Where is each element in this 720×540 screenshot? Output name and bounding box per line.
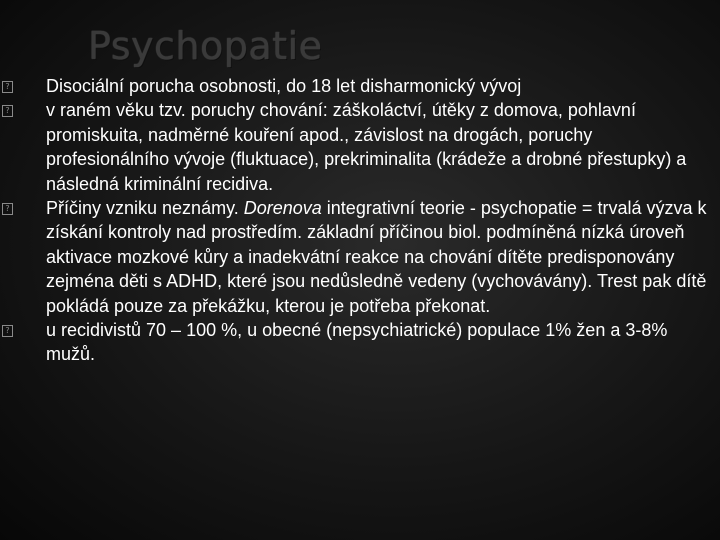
slide-title: Psychopatie (88, 24, 323, 68)
missing-glyph-box-icon: ? (2, 325, 13, 337)
bullet-item-3 (0, 196, 720, 318)
bullet-text-3-before: Příčiny vzniku neznámy. (46, 198, 244, 219)
author-name-italic: Dorenova (243, 198, 322, 219)
bullet-item-2 (0, 98, 720, 196)
bullet-text-4: u recidivistů 70 – 100 %, u obecné (nepsychiatrické) populace 1% žen a 3-8% mužů. (46, 320, 668, 365)
bullet-item-4 (0, 318, 720, 367)
missing-glyph-box-icon: ? (2, 81, 13, 93)
missing-glyph-box-icon: ? (2, 105, 13, 117)
bullet-text-1: Disociální porucha osobnosti, do 18 let disharmonický vývoj (46, 76, 522, 96)
bullet-text-2: v raném věku tzv. poruchy chování: záškoláctví, útěky z domova, pohlavní promiskuita, nadměrné kouření apod., závislost na drogách, poruchy profesionálního vývoje (fluktuace), prekriminalita (krádeže a drobné přestupky) a následná kriminální recidiva. (46, 100, 687, 194)
missing-glyph-box-icon: ? (2, 203, 13, 215)
bullet-text-3-after: integrativní teorie - psychopatie = trvalá výzva k získání kontroly nad prostředím. základní příčinou biol. podmíněná nízká úroveň aktivace mozkové kůry a inadekvátní reakce na chování dítěte predisponovány zejména děti s ADHD, které jsou nedůsledně vedeny (vychovávány). Trest pak dítě pokládá pouze za překážku, kterou je potřeba překonat. (46, 198, 707, 316)
bullet-item-1 (0, 74, 720, 98)
bullet-list (0, 74, 720, 367)
bullet-text-3 (46, 198, 706, 316)
